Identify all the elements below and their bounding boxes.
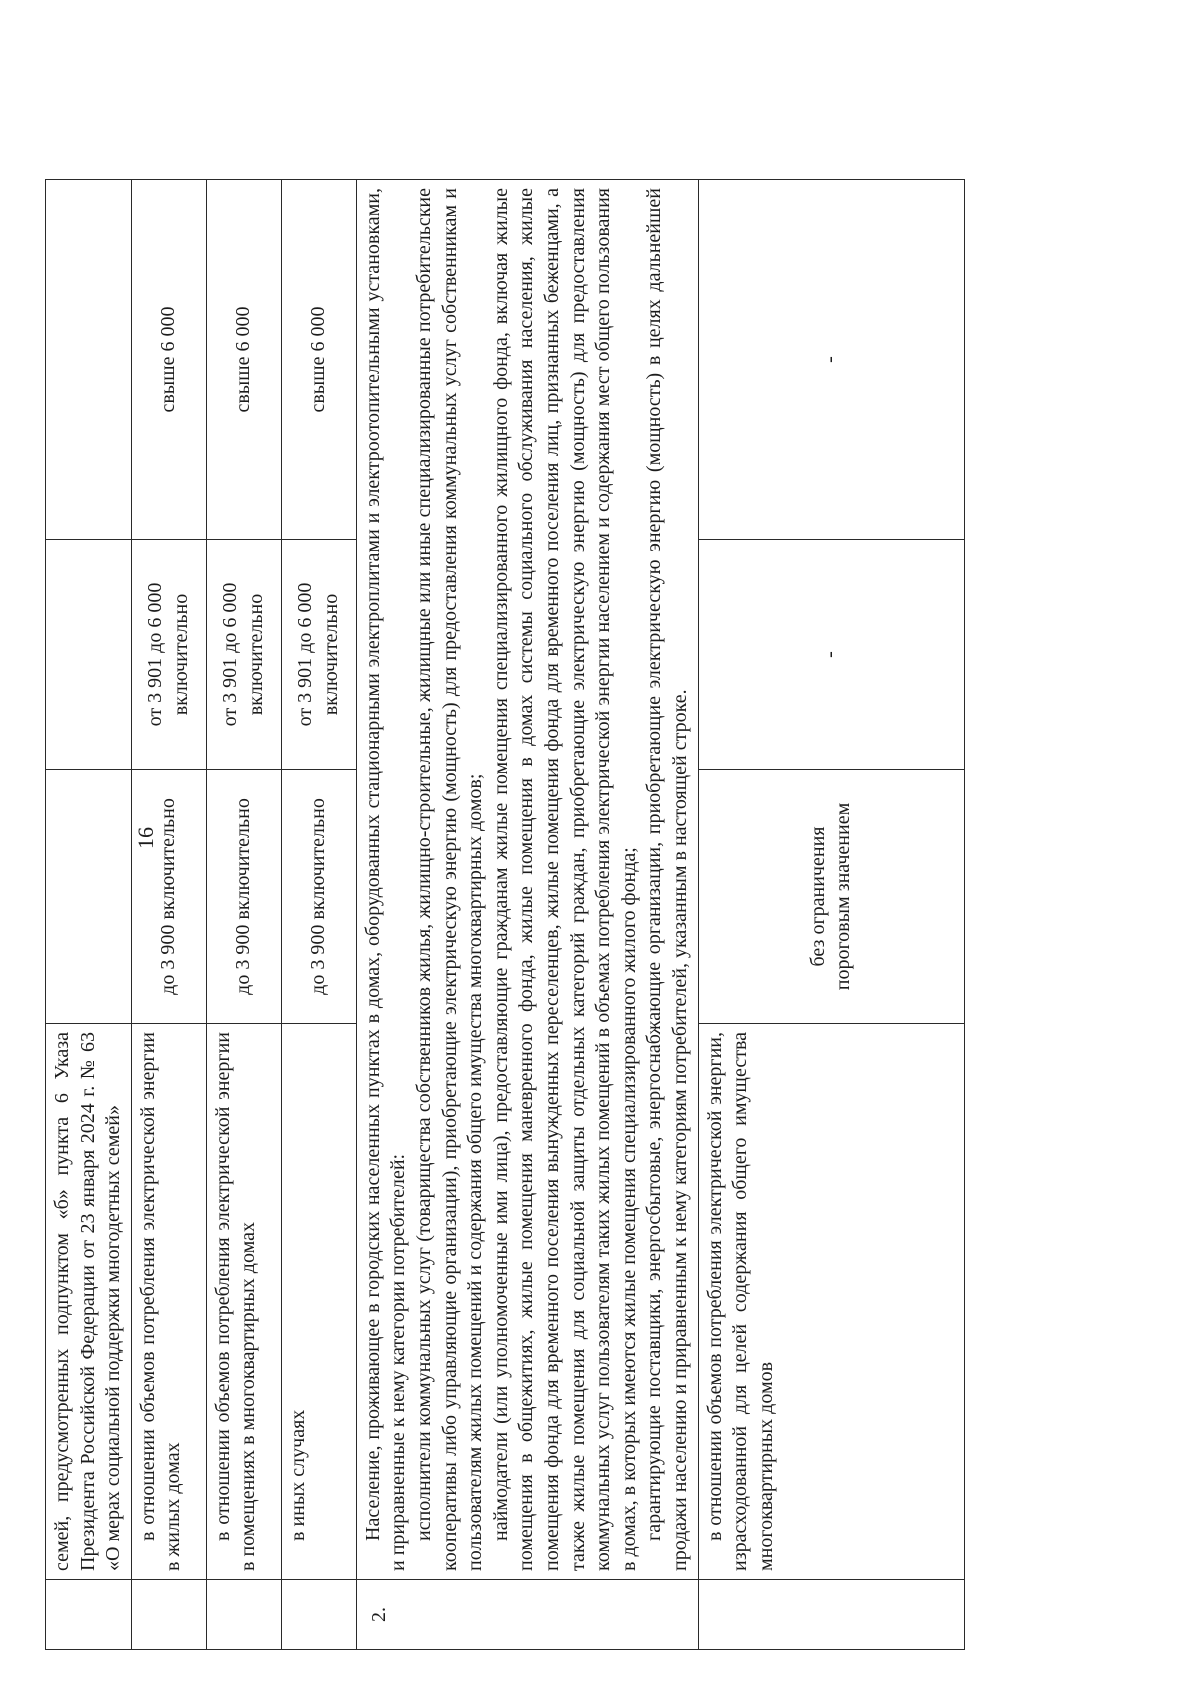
sub-row-label: в отношении объемов потребления электрической энергии, израсходованной для целей содержания общего имущества многоквартирных домов <box>698 1024 965 1580</box>
number-cell <box>131 1580 206 1650</box>
band1-value: до 3 900 включительно <box>206 770 281 1024</box>
tariff-table <box>45 179 965 1650</box>
table-row <box>281 180 356 1650</box>
number-cell <box>698 1580 965 1650</box>
empty-cell <box>46 180 132 540</box>
number-cell <box>281 1580 356 1650</box>
table-row <box>46 180 132 1650</box>
sub-row-label: в отношении объемов потребления электрической энергии в помещениях в многоквартирных домах <box>206 1024 281 1580</box>
band3-value: свыше 6 000 <box>206 180 281 540</box>
document-table-rotated <box>45 180 965 1650</box>
table-row <box>356 180 698 1650</box>
paragraph: исполнители коммунальных услуг (товарищества собственников жилья, жилищно-строительные, жилищные или иные специализированные потребительские кооперативы либо управляющие организации), приобретающие электрическую энергию (мощность) для предоставления коммунальных услуг собственникам и пользователям жилых помещений и содержания общего имущества многоквартирных домов; <box>412 188 487 1571</box>
empty-cell <box>46 540 132 770</box>
paragraph: Население, проживающее в городских населенных пунктах в домах, оборудованных стационарными электроплитами и электроотопительными установками, и приравненные к нему категории потребителей: <box>361 188 410 1571</box>
page-number: 16 <box>133 827 158 849</box>
paragraph: гарантирующие поставщики, энергосбытовые, энергоснабжающие организации, приобретающие электрическую энергию (мощность) в целях дальнейшей продажи населению и приравненным к нему категориям потребителей, указанным в настоящей строке. <box>643 188 691 1571</box>
band3-value: свыше 6 000 <box>281 180 356 540</box>
sub-row-label: в отношении объемов потребления электрической энергии в жилых домах <box>131 1024 206 1580</box>
paragraph: наймодатели (или уполномоченные ими лица), предоставляющие гражданам жилые помещения специализированного жилищного фонда, включая жилые помещения в общежитиях, жилые помещения маневренного фонда, жилые помещения в домах системы социального обслуживания населения, жилые помещения фонда для временного поселения вынужденных переселенцев, жилые помещения фонда для временного поселения лиц, признанных беженцами, а также жилые помещения для социальной защиты отдельных категорий граждан, приобретающие электрическую энергию (мощность) для предоставления коммунальных услуг пользователям таких жилых помещений в объемах потребления электрической энергии населением и содержания мест общего пользования в домах, в которых имеются жилые помещения специализированного жилого фонда; <box>489 188 640 1571</box>
table-row <box>698 180 965 1650</box>
row-2-description <box>356 180 698 1580</box>
band2-value: от 3 901 до 6 000 включительно <box>281 540 356 770</box>
band3-value: - <box>698 180 965 540</box>
band2-value: - <box>698 540 965 770</box>
row-number: 2. <box>356 1580 698 1650</box>
empty-cell <box>46 770 132 1024</box>
band1-value: до 3 900 включительно <box>131 770 206 1024</box>
row-intro-text: семей, предусмотренных подпунктом «б» пункта 6 Указа Президента Российской Федерации от 23 января 2024 г. № 63 «О мерах социальной поддержки многодетных семей» <box>46 1024 132 1580</box>
band1-value: без ограничения пороговым значением <box>698 770 965 1024</box>
band3-value: свыше 6 000 <box>131 180 206 540</box>
band2-value: от 3 901 до 6 000 включительно <box>206 540 281 770</box>
table-row <box>131 180 206 1650</box>
number-cell <box>206 1580 281 1650</box>
band1-value: до 3 900 включительно <box>281 770 356 1024</box>
band2-value: от 3 901 до 6 000 включительно <box>131 540 206 770</box>
number-cell <box>46 1580 132 1650</box>
table-row <box>206 180 281 1650</box>
sub-row-label: в иных случаях <box>281 1024 356 1580</box>
